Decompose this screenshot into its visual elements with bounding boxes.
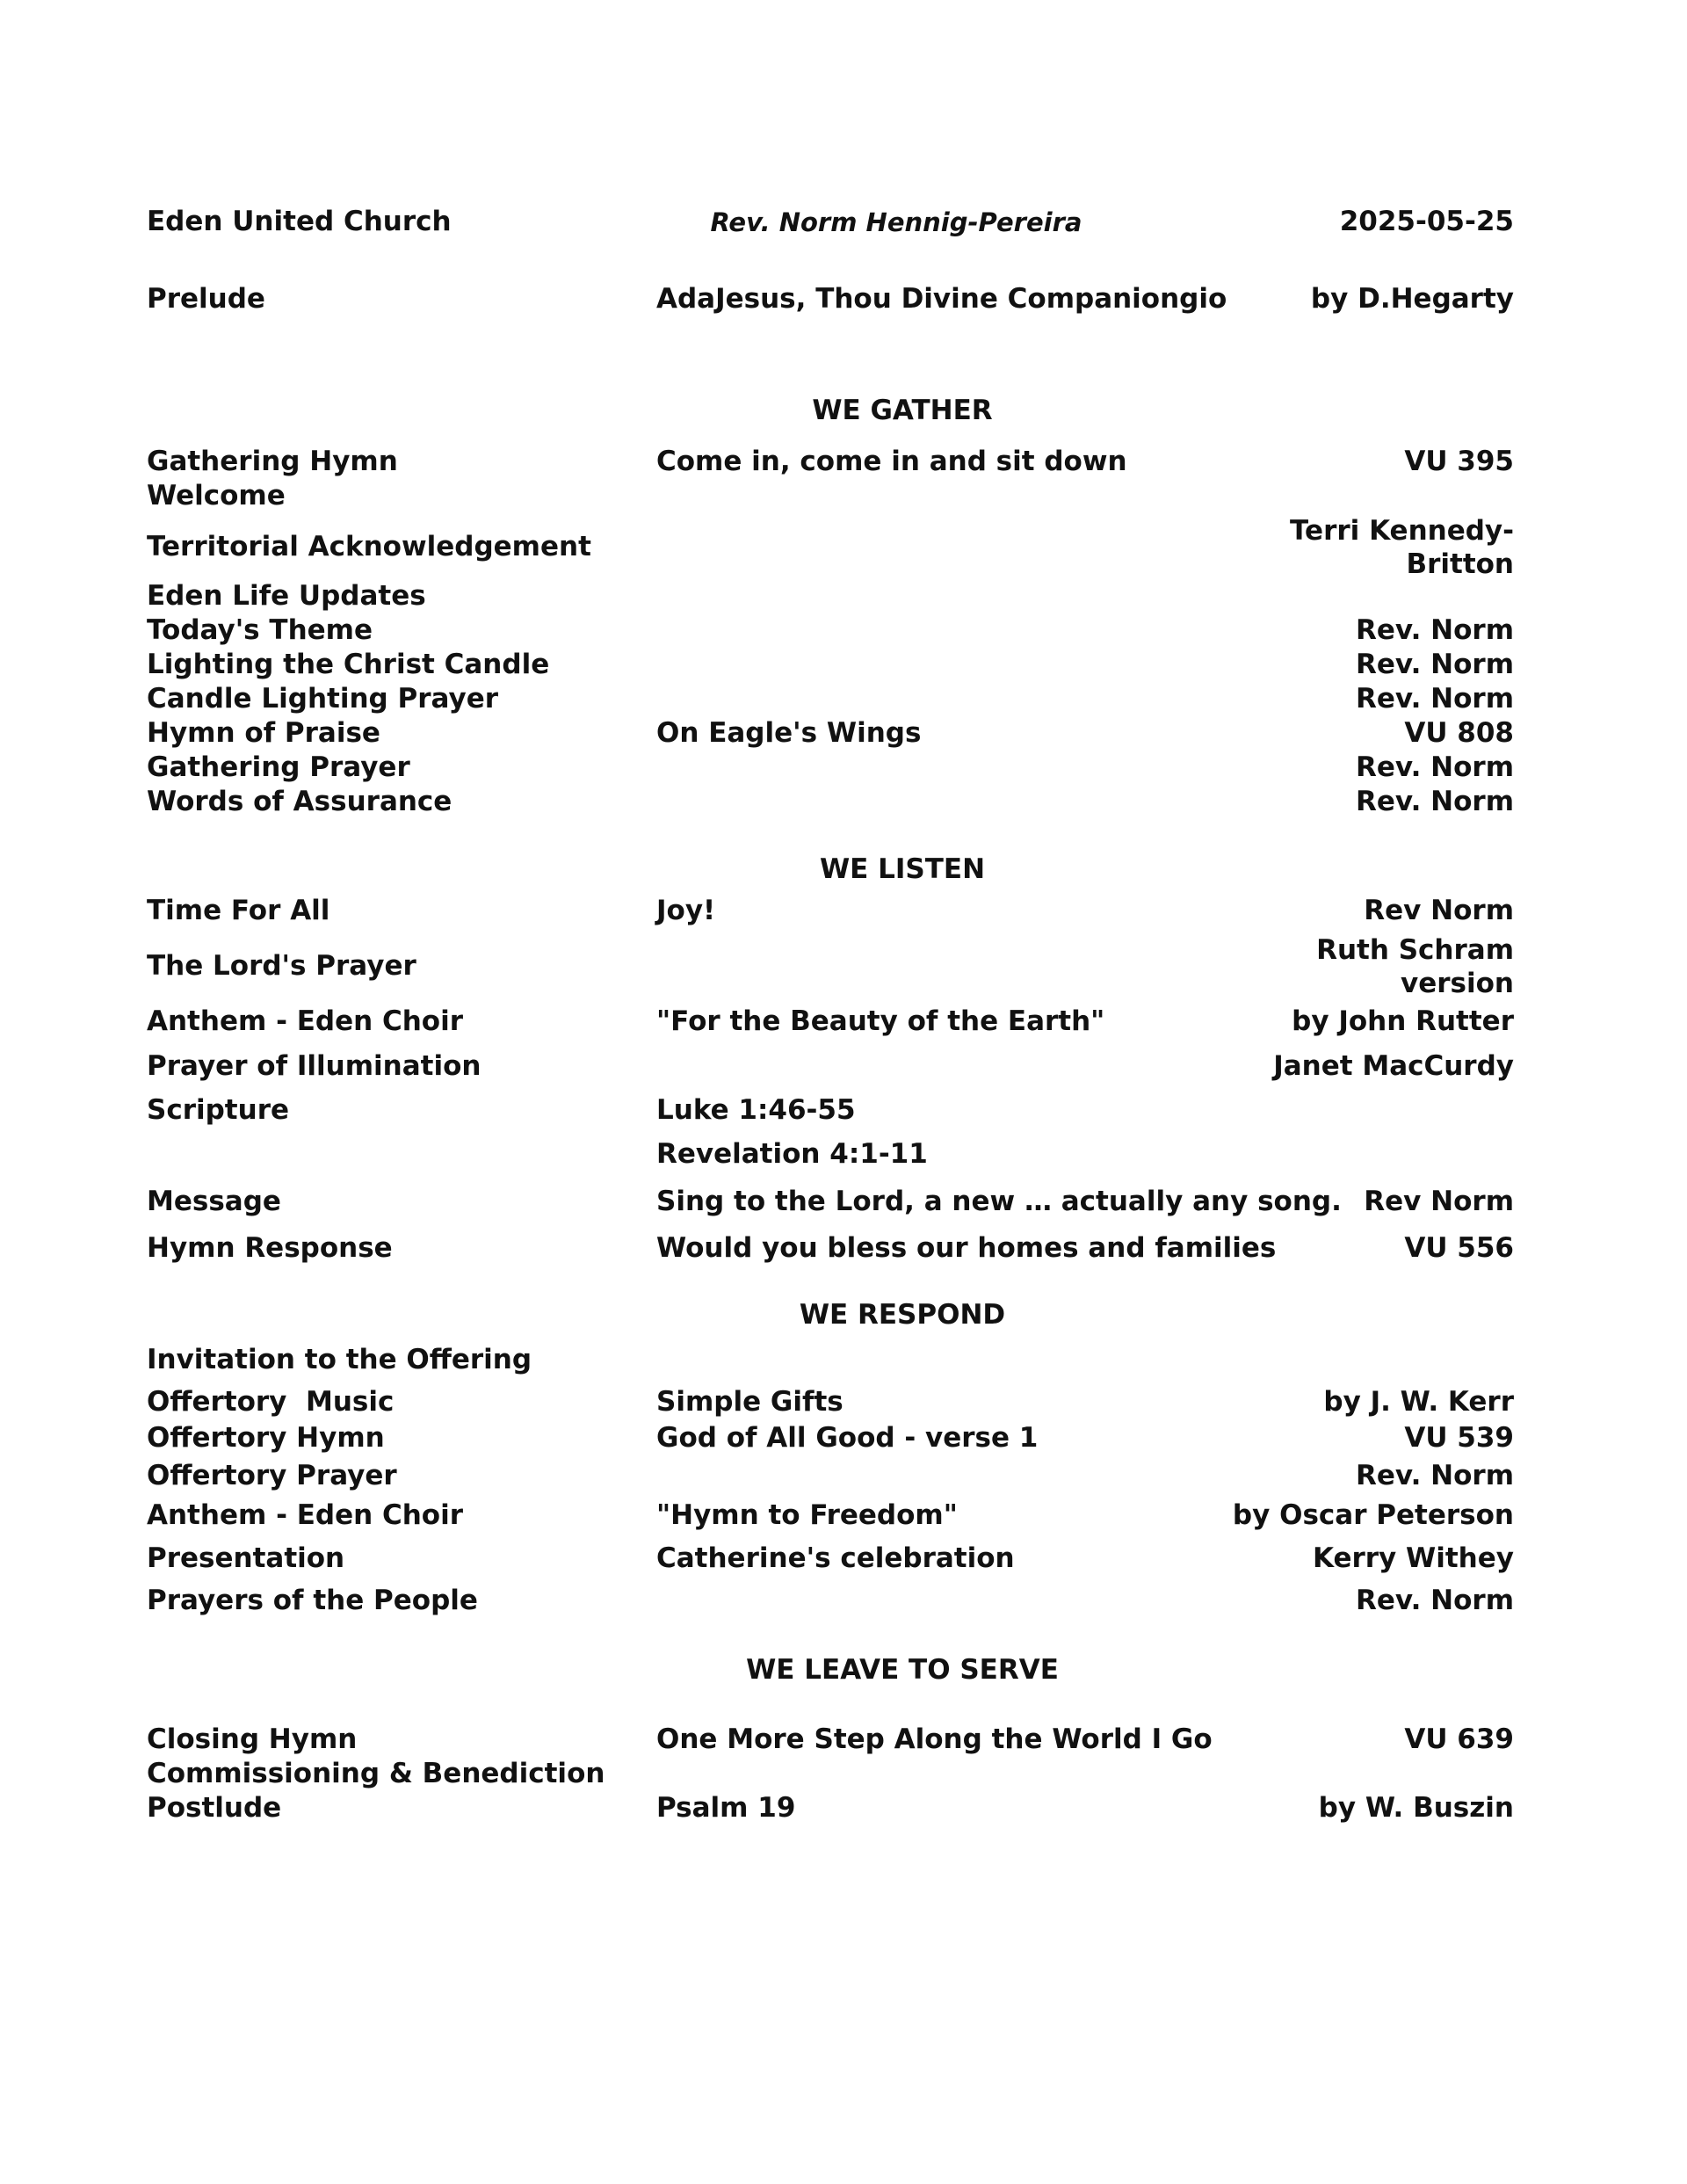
item-name: Gathering Hymn	[147, 446, 398, 477]
item-credit: VU 539	[1404, 1422, 1514, 1454]
item-detail: Catherine's celebration	[656, 1542, 1015, 1574]
item-name: Postlude	[147, 1792, 282, 1824]
item-credit: by J. W. Kerr	[1323, 1386, 1514, 1418]
item-detail: Would you bless our homes and families	[656, 1232, 1277, 1264]
item-name: Gathering Prayer	[147, 751, 410, 783]
item-detail: "Hymn to Freedom"	[656, 1499, 958, 1531]
item-credit: Rev. Norm	[1356, 649, 1514, 680]
item-detail: One More Step Along the World I Go	[656, 1723, 1213, 1755]
item-name: Scripture	[147, 1094, 290, 1126]
item-name: Prayers of the People	[147, 1585, 478, 1616]
item-name: The Lord's Prayer	[147, 950, 416, 982]
item-name: Territorial Acknowledgement	[147, 531, 591, 562]
item-credit: Rev. Norm	[1356, 1585, 1514, 1616]
item-credit: Rev. Norm	[1356, 786, 1514, 817]
item-detail: Joy!	[656, 895, 716, 926]
item-name: Words of Assurance	[147, 786, 453, 817]
item-name: Message	[147, 1186, 281, 1217]
minister-name: Rev. Norm Hennig-Pereira	[710, 207, 1082, 237]
service-date: 2025-05-25	[1339, 206, 1514, 237]
item-credit: by D.Hegarty	[1310, 283, 1514, 315]
item-name: Eden Life Updates	[147, 580, 426, 612]
item-credit: Rev Norm	[1364, 1186, 1514, 1217]
item-name: Commissioning & Benediction	[147, 1758, 605, 1789]
item-credit: by Oscar Peterson	[1232, 1499, 1514, 1531]
item-detail: Come in, come in and sit down	[656, 446, 1127, 477]
item-credit: Rev. Norm	[1356, 614, 1514, 646]
item-credit: Ruth Schram version	[1316, 934, 1514, 999]
item-name: Hymn of Praise	[147, 717, 380, 749]
item-detail: On Eagle's Wings	[656, 717, 922, 749]
item-name: Today's Theme	[147, 614, 373, 646]
section-heading-we-listen: WE LISTEN	[819, 853, 986, 885]
item-credit: VU 395	[1404, 446, 1514, 477]
item-name: Invitation to the Offering	[147, 1344, 532, 1375]
item-name: Hymn Response	[147, 1232, 393, 1264]
item-detail: Sing to the Lord, a new … actually any song.	[656, 1186, 1342, 1217]
item-detail: Revelation 4:1-11	[656, 1138, 928, 1170]
item-name: Time For All	[147, 895, 330, 926]
item-credit: Janet MacCurdy	[1273, 1050, 1514, 1082]
item-credit: VU 639	[1404, 1723, 1514, 1755]
item-credit: Kerry Withey	[1312, 1542, 1514, 1574]
item-detail: Luke 1:46-55	[656, 1094, 856, 1126]
item-credit: VU 556	[1404, 1232, 1514, 1264]
item-detail: Psalm 19	[656, 1792, 796, 1824]
item-credit: Rev. Norm	[1356, 751, 1514, 783]
item-credit: by W. Buszin	[1318, 1792, 1514, 1824]
item-credit: Rev. Norm	[1356, 683, 1514, 715]
item-credit: by John Rutter	[1292, 1005, 1514, 1037]
section-heading-we-respond: WE RESPOND	[799, 1299, 1006, 1331]
item-detail: "For the Beauty of the Earth"	[656, 1005, 1105, 1037]
section-heading-we-gather: WE GATHER	[812, 395, 993, 426]
item-name: Presentation	[147, 1542, 345, 1574]
item-detail: Simple Gifts	[656, 1386, 844, 1418]
section-heading-we-leave-to-serve: WE LEAVE TO SERVE	[746, 1654, 1059, 1686]
item-credit: VU 808	[1404, 717, 1514, 749]
item-name: Offertory Music	[147, 1386, 395, 1418]
item-name: Offertory Prayer	[147, 1460, 397, 1491]
item-name: Anthem - Eden Choir	[147, 1499, 464, 1531]
item-credit: Rev. Norm	[1356, 1460, 1514, 1491]
item-name: Welcome	[147, 480, 286, 512]
item-name: Prayer of Illumination	[147, 1050, 481, 1082]
item-detail: God of All Good - verse 1	[656, 1422, 1039, 1454]
item-detail: AdaJesus, Thou Divine Companiongio	[656, 283, 1227, 315]
item-name: Candle Lighting Prayer	[147, 683, 499, 715]
item-credit: Rev Norm	[1364, 895, 1514, 926]
item-name: Offertory Hymn	[147, 1422, 385, 1454]
church-name: Eden United Church	[147, 206, 452, 237]
item-name: Prelude	[147, 283, 265, 315]
item-name: Closing Hymn	[147, 1723, 358, 1755]
item-name: Lighting the Christ Candle	[147, 649, 550, 680]
item-name: Anthem - Eden Choir	[147, 1005, 464, 1037]
item-credit: Terri Kennedy- Britton	[1290, 515, 1514, 580]
